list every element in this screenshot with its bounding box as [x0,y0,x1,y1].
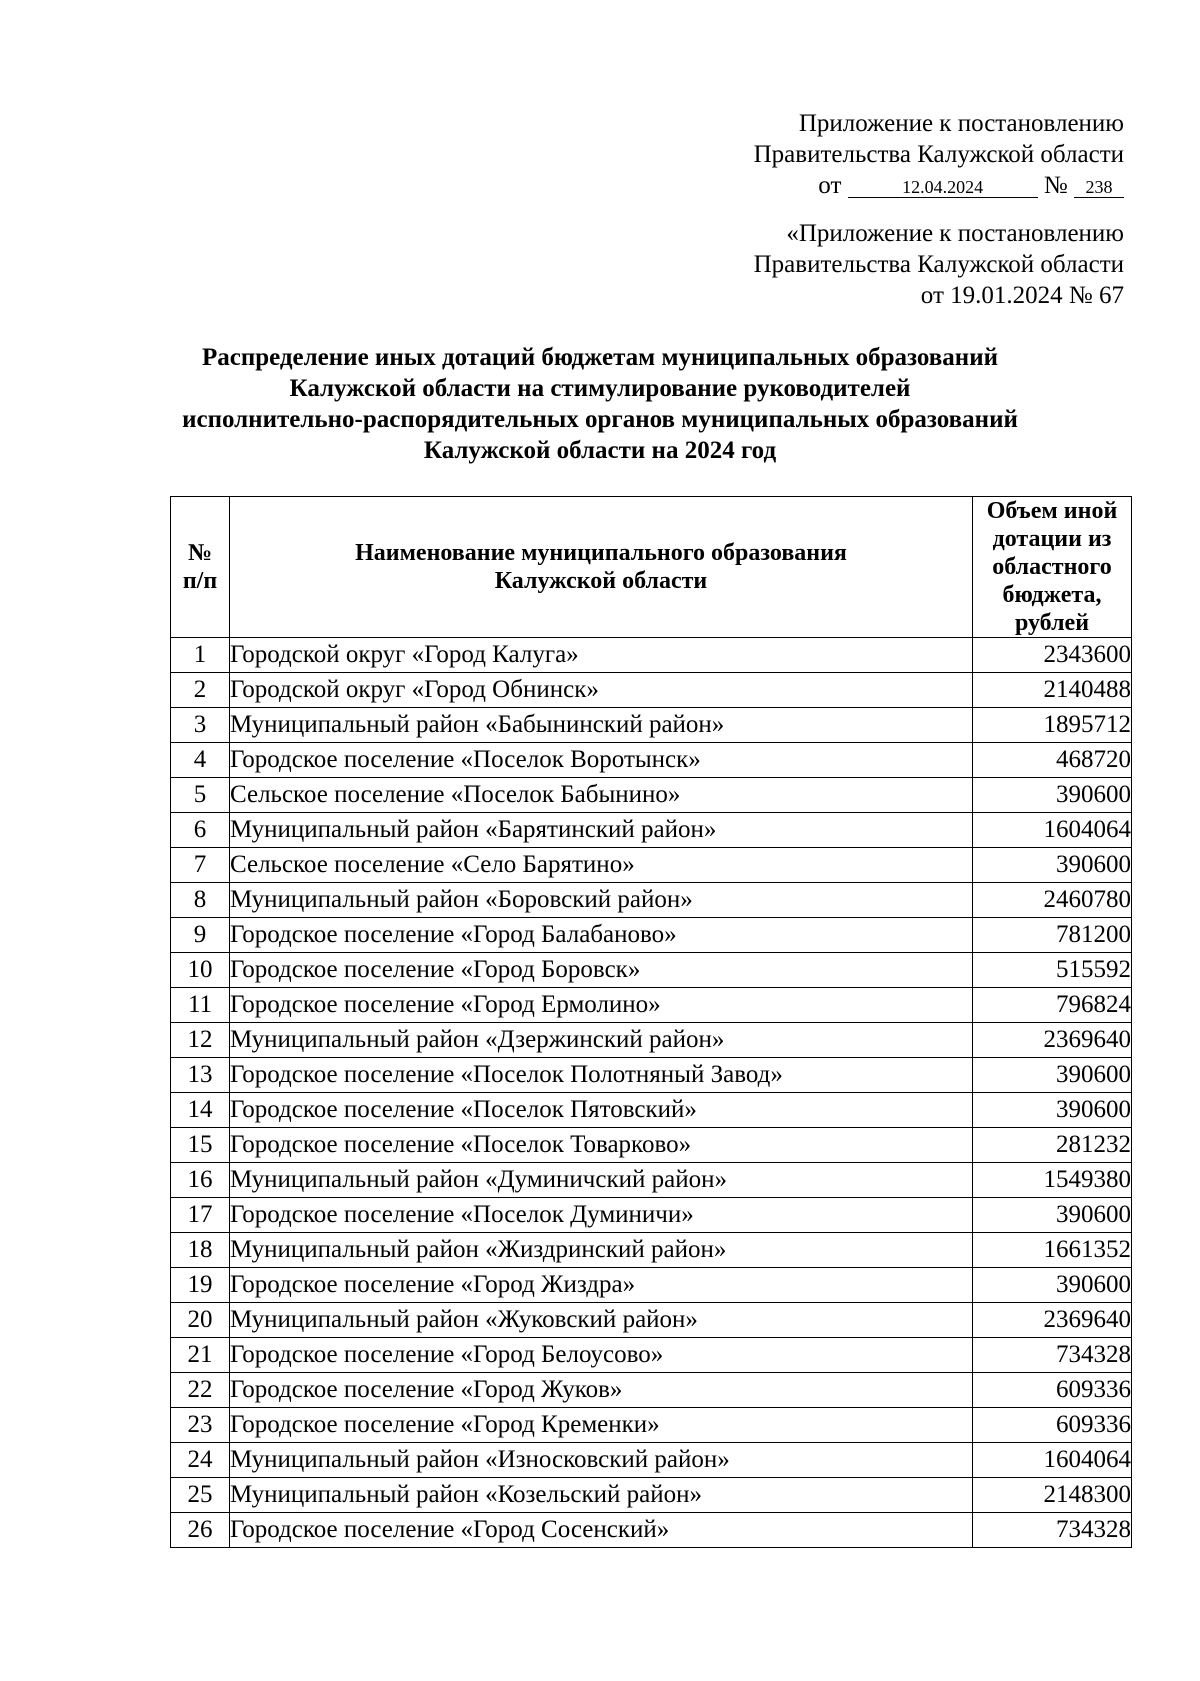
municipality-name: Городской округ «Город Обнинск» [230,673,973,708]
subsidy-amount: 2148300 [973,1478,1132,1513]
municipality-name: Муниципальный район «Боровский район» [230,883,973,918]
table-body [171,638,1132,1548]
row-number: 16 [171,1163,230,1198]
municipality-name: Муниципальный район «Жуковский район» [230,1303,973,1338]
subsidy-amount: 1549380 [973,1163,1132,1198]
subsidy-amount: 2460780 [973,883,1132,918]
subsidy-amount: 390600 [973,1058,1132,1093]
table-row [171,1233,1132,1268]
table-row [171,708,1132,743]
municipality-name: Муниципальный район «Жиздринский район» [230,1233,973,1268]
subsidy-amount: 609336 [973,1408,1132,1443]
number-field: 238 [1074,177,1124,198]
subsidy-amount: 2369640 [973,1303,1132,1338]
table-row [171,1198,1132,1233]
subsidy-amount: 390600 [973,1268,1132,1303]
row-number: 15 [171,1128,230,1163]
row-number: 5 [171,778,230,813]
table-row [171,1408,1132,1443]
title-line-2: Калужской области на стимулирование руководителей [289,375,911,402]
appendix-line-2: Правительства Калужской области [753,141,1124,168]
municipality-name: Городское поселение «Поселок Думиничи» [230,1198,973,1233]
municipality-name: Городское поселение «Город Кременки» [230,1408,973,1443]
header-value-line-2: дотации из [992,526,1112,552]
row-number: 20 [171,1303,230,1338]
subsidy-amount: 1661352 [973,1233,1132,1268]
header-number [171,497,230,638]
row-number: 17 [171,1198,230,1233]
municipality-name: Городское поселение «Город Белоусово» [230,1338,973,1373]
header-number-line-2: п/п [182,568,218,594]
row-number: 6 [171,813,230,848]
row-number: 12 [171,1023,230,1058]
row-number: 19 [171,1268,230,1303]
row-number: 13 [171,1058,230,1093]
row-number: 10 [171,953,230,988]
row-number: 3 [171,708,230,743]
distribution-table [170,496,1132,1548]
municipality-name: Муниципальный район «Думиничский район» [230,1163,973,1198]
table-row [171,1338,1132,1373]
subsidy-amount: 734328 [973,1513,1132,1548]
table-row [171,1478,1132,1513]
table-row [171,1163,1132,1198]
municipality-name: Городское поселение «Город Жиздра» [230,1268,973,1303]
subsidy-amount: 468720 [973,743,1132,778]
row-number: 21 [171,1338,230,1373]
table-row [171,1303,1132,1338]
header-value-line-5: рублей [1014,610,1090,636]
municipality-name: Муниципальный район «Барятинский район» [230,813,973,848]
municipality-name: Городское поселение «Город Боровск» [230,953,973,988]
appendix-line-1: Приложение к постановлению [798,110,1124,137]
original-appendix-line-3: от 19.01.2024 № 67 [920,282,1124,309]
table-row [171,743,1132,778]
subsidy-amount: 2369640 [973,1023,1132,1058]
municipality-name: Городское поселение «Город Балабаново» [230,918,973,953]
table-row [171,778,1132,813]
table-row [171,953,1132,988]
row-number: 11 [171,988,230,1023]
municipality-name: Городское поселение «Поселок Воротынск» [230,743,973,778]
header-number-line-1: № [187,540,213,566]
subsidy-amount: 734328 [973,1338,1132,1373]
header-name-line-2: Калужской области [494,568,708,594]
table-row [171,1443,1132,1478]
municipality-name: Городское поселение «Город Жуков» [230,1373,973,1408]
table-row [171,1268,1132,1303]
row-number: 4 [171,743,230,778]
municipality-name: Сельское поселение «Поселок Бабынино» [230,778,973,813]
municipality-name: Муниципальный район «Износковский район» [230,1443,973,1478]
subsidy-amount: 781200 [973,918,1132,953]
header-name [230,497,973,638]
municipality-name: Муниципальный район «Дзержинский район» [230,1023,973,1058]
municipality-name: Сельское поселение «Село Барятино» [230,848,973,883]
subsidy-amount: 2140488 [973,673,1132,708]
title-line-1: Распределение иных дотаций бюджетам муниципальных образований [201,344,999,371]
municipality-name: Городской округ «Город Калуга» [230,638,973,673]
table-row [171,638,1132,673]
row-number: 26 [171,1513,230,1548]
header-value-line-3: областного [992,554,1112,580]
municipality-name: Городское поселение «Поселок Полотняный Завод» [230,1058,973,1093]
table-row [171,1058,1132,1093]
table-row [171,1513,1132,1548]
subsidy-amount: 609336 [973,1373,1132,1408]
subsidy-amount: 390600 [973,1198,1132,1233]
original-appendix-line-1: «Приложение к постановлению [786,220,1124,247]
header-value-line-4: бюджета, [1002,582,1102,608]
header-value-line-1: Объем иной [986,498,1118,524]
municipality-name: Городское поселение «Поселок Пятовский» [230,1093,973,1128]
subsidy-amount: 2343600 [973,638,1132,673]
subsidy-amount: 1604064 [973,1443,1132,1478]
title-line-4: Калужской области на 2024 год [423,437,777,464]
subsidy-amount: 515592 [973,953,1132,988]
from-label: от [818,172,842,199]
row-number: 24 [171,1443,230,1478]
table-row [171,988,1132,1023]
row-number: 1 [171,638,230,673]
row-number: 14 [171,1093,230,1128]
document-title [120,342,1080,466]
row-number: 23 [171,1408,230,1443]
row-number: 9 [171,918,230,953]
municipality-name: Муниципальный район «Козельский район» [230,1478,973,1513]
row-number: 7 [171,848,230,883]
appendix-date-line [754,170,1124,201]
date-field: 12.04.2024 [848,177,1038,198]
table-row [171,918,1132,953]
row-number: 2 [171,673,230,708]
table-row [171,848,1132,883]
table-header-row [171,497,1132,638]
municipality-name: Муниципальный район «Бабынинский район» [230,708,973,743]
original-appendix-header [754,218,1124,311]
table-row [171,1373,1132,1408]
row-number: 22 [171,1373,230,1408]
subsidy-amount: 281232 [973,1128,1132,1163]
original-appendix-line-2: Правительства Калужской области [753,251,1124,278]
table-row [171,1093,1132,1128]
municipality-name: Городское поселение «Город Сосенский» [230,1513,973,1548]
subsidy-amount: 1604064 [973,813,1132,848]
table-row [171,1023,1132,1058]
subsidy-amount: 390600 [973,1093,1132,1128]
header-value [973,497,1132,638]
table-row [171,883,1132,918]
subsidy-amount: 390600 [973,848,1132,883]
number-label: № [1043,172,1068,199]
subsidy-amount: 390600 [973,778,1132,813]
row-number: 25 [171,1478,230,1513]
municipality-name: Городское поселение «Город Ермолино» [230,988,973,1023]
municipality-name: Городское поселение «Поселок Товарково» [230,1128,973,1163]
header-name-line-1: Наименование муниципального образования [355,540,847,566]
subsidy-amount: 796824 [973,988,1132,1023]
table-row [171,813,1132,848]
table-row [171,1128,1132,1163]
subsidy-amount: 1895712 [973,708,1132,743]
title-line-3: исполнительно-распорядительных органов муниципальных образований [182,406,1018,433]
appendix-header [754,108,1124,201]
table-row [171,673,1132,708]
row-number: 8 [171,883,230,918]
row-number: 18 [171,1233,230,1268]
